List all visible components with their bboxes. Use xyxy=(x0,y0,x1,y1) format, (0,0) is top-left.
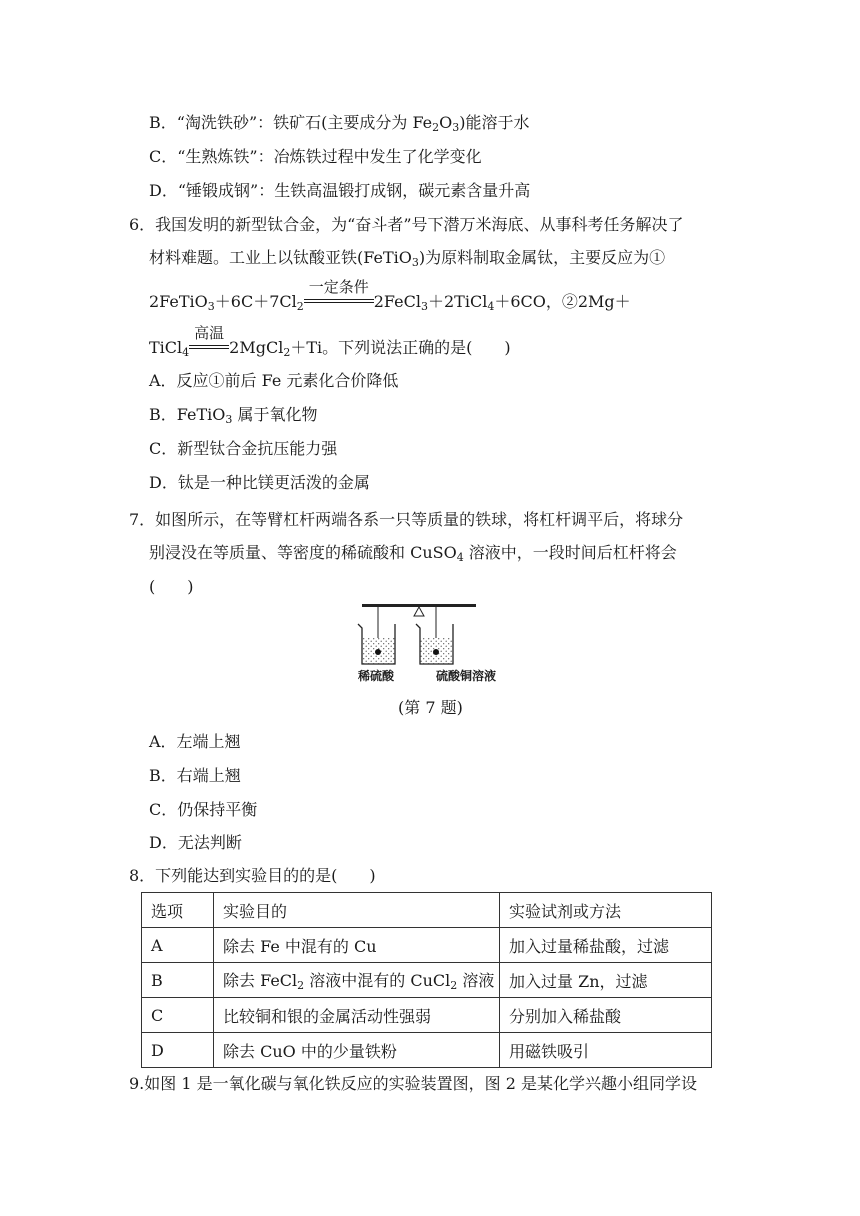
q6-stem-line1: 6．我国发明的新型钛合金，为“奋斗者”号下潜万米海底、从事科考任务解决了 xyxy=(129,215,684,234)
q7-option-c: C．仍保持平衡 xyxy=(149,800,258,819)
cell-method: 分别加入稀盐酸 xyxy=(500,998,712,1033)
q6-equation-1: $2FeTiO_3+6C+7Cl_2$ 一定条件 2FeCl$_3$＋2TiCl$_4$＋6CO，②2Mg＋ xyxy=(149,278,631,313)
q6-option-b: B．FeTiO$_3$ 属于氧化物 xyxy=(149,405,318,426)
q7-option-b: B．右端上翘 xyxy=(149,766,241,785)
q5-option-b: B．“淘洗铁砂”：铁矿石(主要成分为 $Fe_2O_3$)能溶于水 xyxy=(149,113,530,134)
cell-method: 加入过量稀盐酸，过滤 xyxy=(500,928,712,963)
table-header-row xyxy=(142,893,712,928)
q6-stem-line2: 材料难题。工业上以钛酸亚铁(FeTiO$_3$)为原料制取金属钛，主要反应为① xyxy=(149,248,666,269)
table-row xyxy=(142,1033,712,1068)
q5-option-c: C．“生熟炼铁”：冶炼铁过程中发生了化学变化 xyxy=(149,147,482,166)
table-row xyxy=(142,998,712,1033)
q7-option-d: D．无法判断 xyxy=(149,833,242,852)
q9-stem-line1: 9.如图 1 是一氧化碳与氧化铁反应的实验装置图，图 2 是某化学兴趣小组同学设 xyxy=(129,1074,697,1093)
q8-table xyxy=(141,892,712,1068)
header-purpose: 实验目的 xyxy=(214,893,500,928)
q6-option-d: D．钛是一种比镁更活泼的金属 xyxy=(149,473,370,492)
q7-stem-line2: 别浸没在等质量、等密度的稀硫酸和 CuSO$_4$ 溶液中，一段时间后杠杆将会 xyxy=(149,543,677,564)
right-iron-ball xyxy=(433,649,439,655)
fig-label-copper-sulfate: 硫酸铜溶液 xyxy=(436,669,497,683)
table-row xyxy=(142,963,712,998)
cell-option: C xyxy=(142,998,214,1033)
cell-method: 用磁铁吸引 xyxy=(500,1033,712,1068)
cell-option: A xyxy=(142,928,214,963)
q7-answer-blank: ( ) xyxy=(149,577,194,596)
q5-option-d: D．“锤锻成钢”：生铁高温锻打成钢，碳元素含量升高 xyxy=(149,181,531,200)
q7-option-a: A．左端上翘 xyxy=(149,732,241,751)
q6-option-c: C．新型钛合金抗压能力强 xyxy=(149,439,338,458)
header-option: 选项 xyxy=(142,893,214,928)
reaction-arrow-condition: 一定条件 xyxy=(304,299,374,307)
table-row xyxy=(142,928,712,963)
q6-equation-2: TiCl$_4$ 高温 2MgCl$_2$＋Ti。下列说法正确的是( ) xyxy=(149,324,511,359)
cell-purpose: 比较铜和银的金属活动性强弱 xyxy=(214,998,500,1033)
q7-stem-line1: 7．如图所示，在等臂杠杆两端各系一只等质量的铁球，将杠杆调平后，将球分 xyxy=(129,510,684,529)
cell-option: B xyxy=(142,963,214,998)
figure-caption: (第 7 题) xyxy=(398,698,463,717)
q8-stem: 8．下列能达到实验目的的是( ) xyxy=(129,866,376,885)
fulcrum xyxy=(414,607,424,616)
reaction-arrow-heat: 高温 xyxy=(189,345,229,353)
cell-method: 加入过量 Zn，过滤 xyxy=(500,963,712,998)
fig-label-dilute-sulfuric-acid: 稀硫酸 xyxy=(358,669,395,683)
header-method: 实验试剂或方法 xyxy=(500,893,712,928)
q6-option-a: A．反应①前后 Fe 元素化合价降低 xyxy=(149,371,399,390)
cell-purpose: 除去 Fe 中混有的 Cu xyxy=(214,928,500,963)
cell-purpose: 除去 CuO 中的少量铁粉 xyxy=(214,1033,500,1068)
left-iron-ball xyxy=(375,649,381,655)
cell-option: D xyxy=(142,1033,214,1068)
cell-purpose: 除去 FeCl$_2$ 溶液中混有的 CuCl$_2$ 溶液 xyxy=(214,963,500,998)
